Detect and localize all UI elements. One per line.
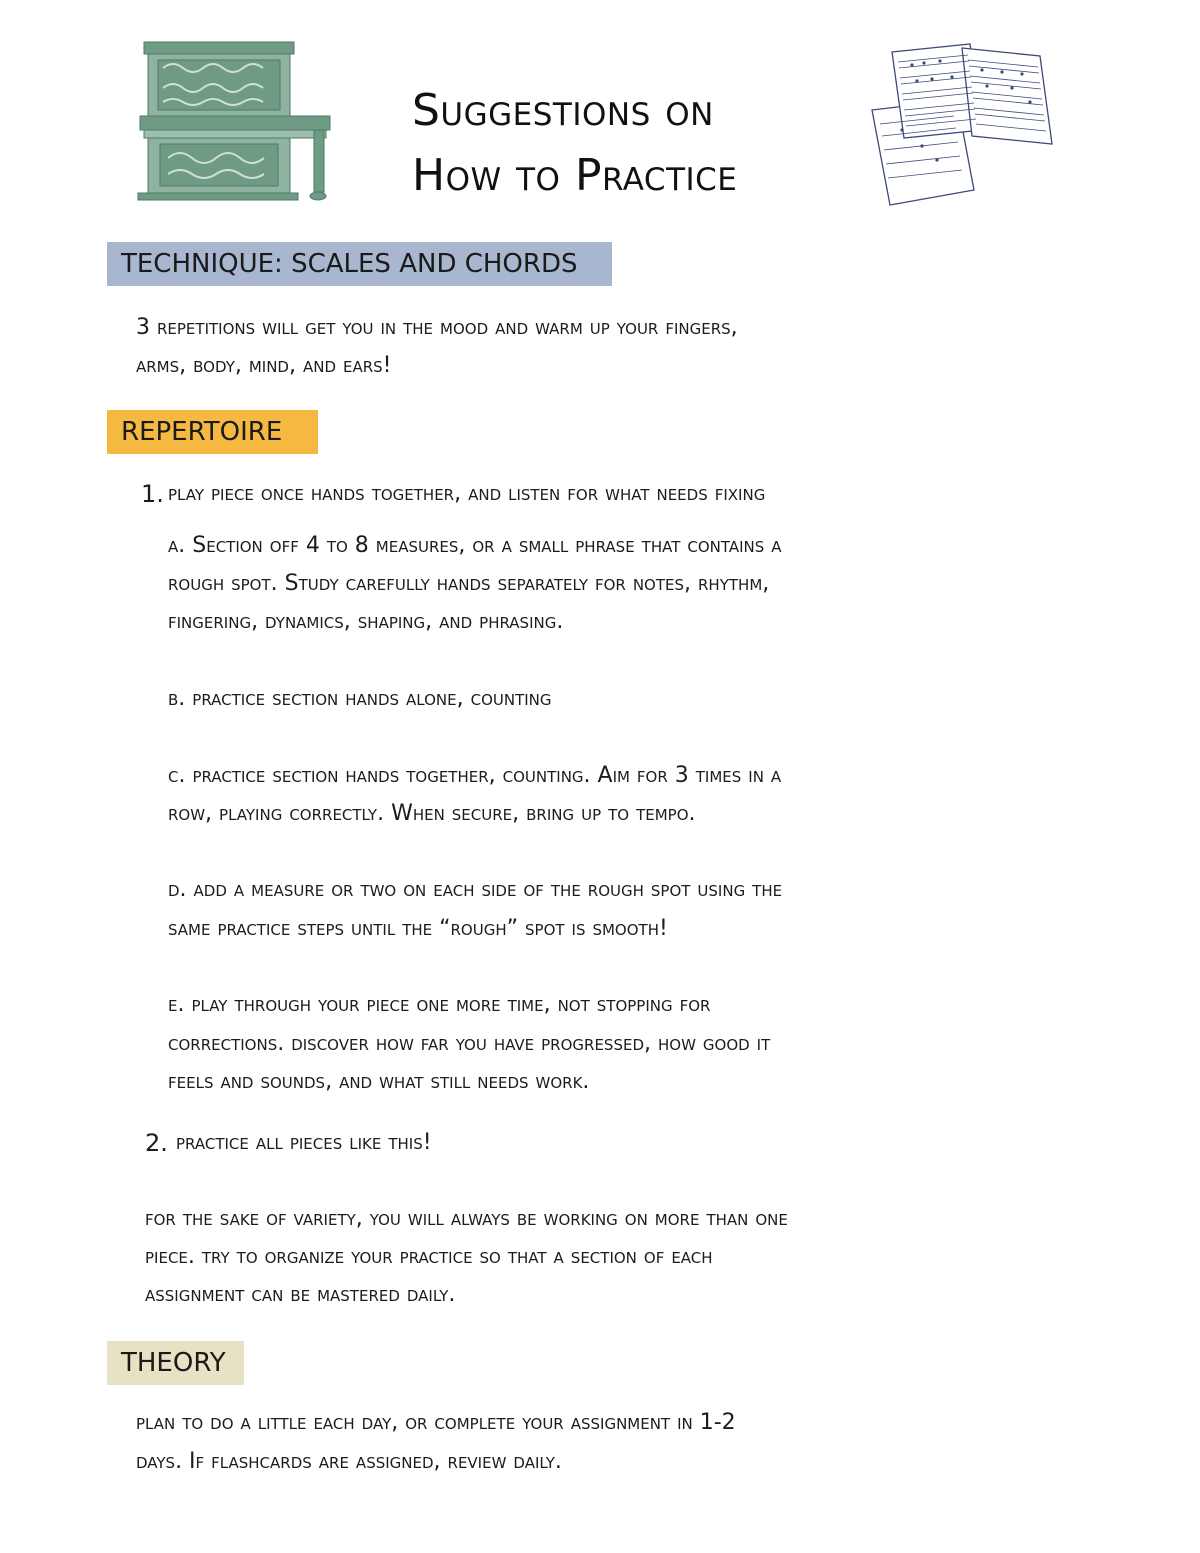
- step-2-number: 2.: [145, 1129, 168, 1157]
- sub-d-line-2: same practice steps until the “rough” spot is smooth!: [168, 916, 668, 941]
- technique-line-1: 3 repetitions will get you in the mood and warm up your fingers,: [136, 315, 738, 340]
- title-line-1: Suggestions on: [412, 85, 714, 136]
- repertoire-header: REPERTOIRE: [107, 410, 318, 454]
- sub-a-line-3: fingering, dynamics, shaping, and phrasing.: [168, 609, 564, 634]
- technique-header: TECHNIQUE: SCALES AND CHORDS: [107, 242, 612, 286]
- variety-line-2: piece. try to organize your practice so that a section of each: [145, 1244, 713, 1269]
- theory-line-1: plan to do a little each day, or complete your assignment in 1-2: [136, 1410, 736, 1435]
- upright-piano-icon: [118, 38, 338, 203]
- page-title: [412, 78, 737, 208]
- sub-a-line-1: a. Section off 4 to 8 measures, or a small phrase that contains a: [168, 533, 782, 558]
- sub-c-line-2: row, playing correctly. When secure, bring up to tempo.: [168, 801, 696, 826]
- sub-b-line-1: b. practice section hands alone, counting: [168, 686, 552, 711]
- sub-c-line-1: c. practice section hands together, counting. Aim for 3 times in a: [168, 763, 782, 788]
- step-1-text: play piece once hands together, and listen for what needs fixing: [168, 481, 766, 506]
- sub-e-line-2: corrections. discover how far you have progressed, how good it: [168, 1031, 771, 1056]
- sub-e-line-3: feels and sounds, and what still needs work.: [168, 1069, 590, 1094]
- theory-header: THEORY: [107, 1341, 244, 1385]
- variety-line-1: for the sake of variety, you will always be working on more than one: [145, 1206, 788, 1231]
- sub-d-line-1: d. add a measure or two on each side of the rough spot using the: [168, 877, 783, 902]
- title-line-2: How to Practice: [412, 150, 738, 201]
- sub-a-line-2: rough spot. Study carefully hands separately for notes, rhythm,: [168, 571, 770, 596]
- step-1-number: 1.: [141, 480, 164, 508]
- theory-line-2: days. If flashcards are assigned, review daily.: [136, 1449, 562, 1474]
- step-2-text: practice all pieces like this!: [176, 1130, 432, 1155]
- variety-line-3: assignment can be mastered daily.: [145, 1282, 456, 1307]
- technique-line-2: arms, body, mind, and ears!: [136, 353, 392, 378]
- sub-e-line-1: e. play through your piece one more time, not stopping for: [168, 992, 711, 1017]
- sheet-music-icon: [862, 40, 1062, 210]
